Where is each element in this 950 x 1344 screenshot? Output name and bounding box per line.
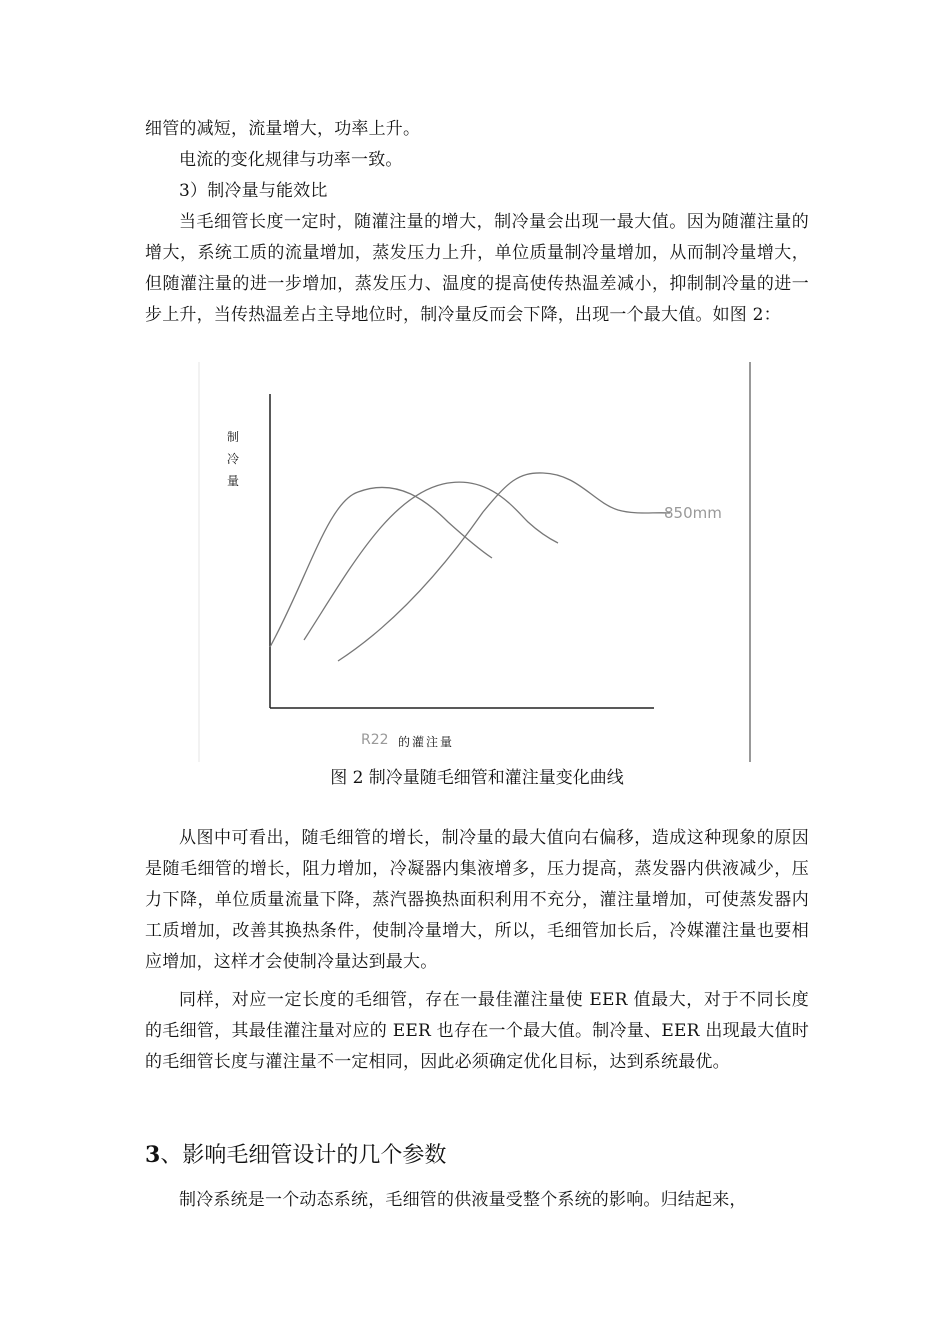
curve-short-capillary <box>270 487 492 647</box>
curve-850mm <box>338 473 670 661</box>
section-heading <box>145 1138 446 1173</box>
paragraph-continuation: 细管的减短，流量增大，功率上升。 <box>145 119 421 139</box>
xlabel-refrigerant: R22 <box>361 732 389 748</box>
paragraph-cooling-capacity: 当毛细管长度一定时，随灌注量的增大，制冷量会出现一最大值。因为随灌注量的增大，系统工质的流量增加，蒸发压力上升，单位质量制冷量增加，从而制冷量增大，但随灌注量的进一步增加，蒸发压力、温度的提高使传热温差减小，抑制制冷量的进一步上升，当传热温差占主导地位时，制冷量反而会下降，出现一个最大值。如图 2： <box>145 212 809 325</box>
subsection-title: 3）制冷量与能效比 <box>179 181 328 201</box>
paragraph-analysis: 从图中可看出，随毛细管的增长，制冷量的最大值向右偏移，造成这种现象的原因是随毛细管的增长，阻力增加，冷凝器内集液增多，压力提高，蒸发器内供液减少，压力下降，单位质量流量下降，蒸汽器换热面积利用不充分，灌注量增加，可使蒸发器内工质增加，改善其换热条件，使制冷量增大，所以，毛细管加长后，冷媒灌注量也要相应增加，这样才会使制冷量达到最大。 <box>145 828 809 972</box>
section-title: 、影响毛细管设计的几个参数 <box>160 1143 447 1168</box>
figure-2-plot <box>198 362 753 762</box>
paragraph-system: 制冷系统是一个动态系统，毛细管的供液量受整个系统的影响。归结起来， <box>179 1190 747 1210</box>
ylabel-char-2: 冷 <box>226 452 240 466</box>
figure-2 <box>198 362 753 762</box>
paragraph-eer: 同样，对应一定长度的毛细管，存在一最佳灌注量使 EER 值最大，对于不同长度的毛细管，其最佳灌注量对应的 EER 也存在一个最大值。制冷量、EER 出现最大值时的毛细管长度与灌注量不一定相同，因此必须确定优化目标，达到系统最优。 <box>145 990 809 1072</box>
ylabel-char-1: 制 <box>226 430 240 444</box>
curve-label-850mm: 850mm <box>664 504 722 522</box>
ylabel-char-3: 量 <box>226 474 240 488</box>
section-number: 3 <box>145 1142 161 1168</box>
xlabel-charge: 的灌注量 <box>398 735 455 749</box>
paragraph-current: 电流的变化规律与功率一致。 <box>179 150 403 170</box>
curve-medium-capillary <box>304 482 558 640</box>
figure-caption: 图 2 制冷量随毛细管和灌注量变化曲线 <box>330 768 624 788</box>
